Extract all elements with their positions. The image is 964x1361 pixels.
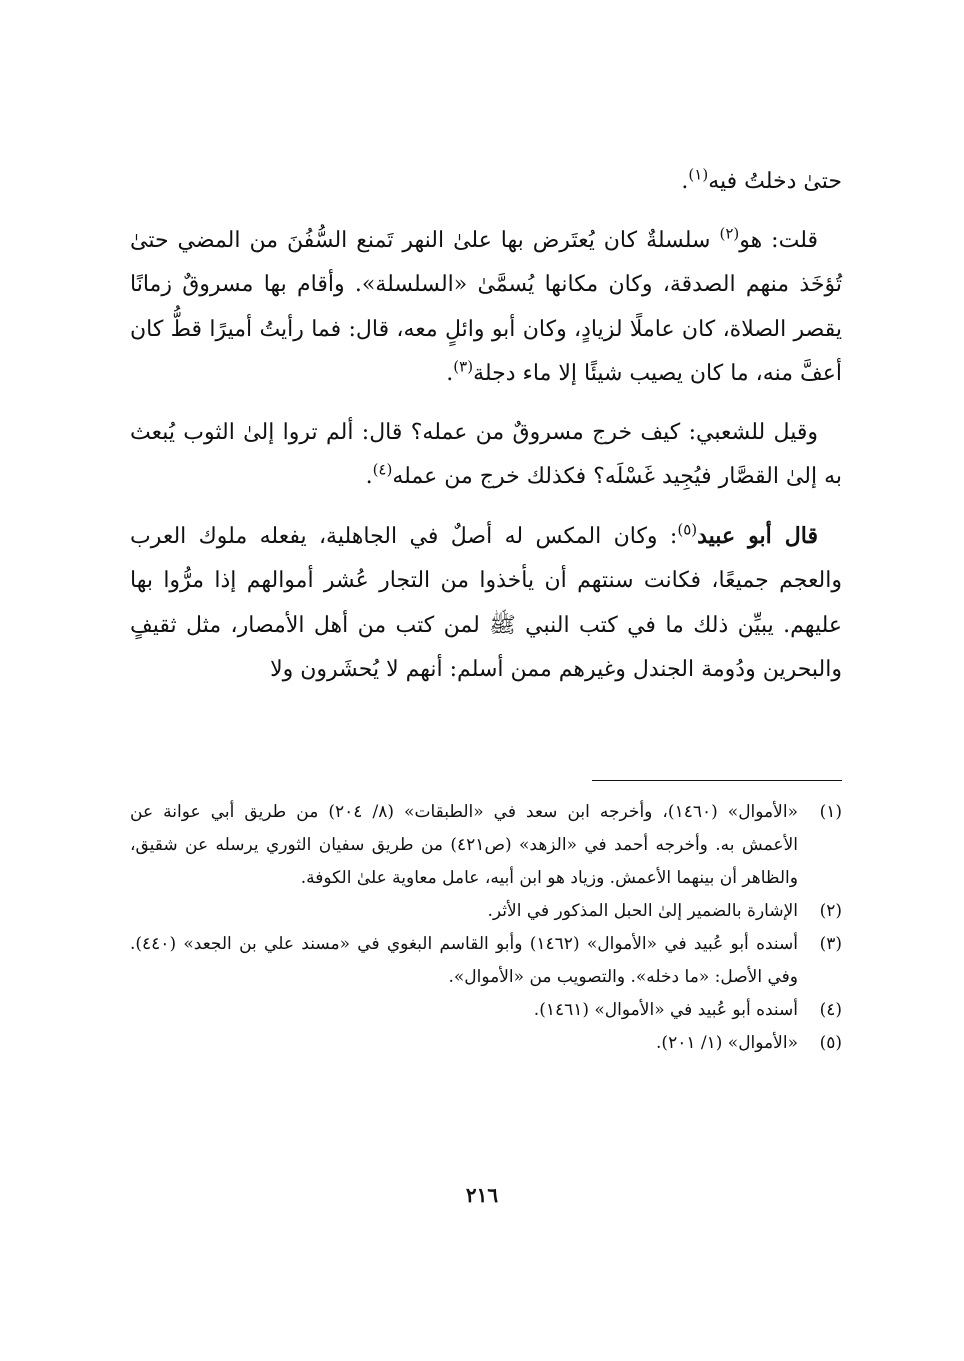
paragraph-2-end: . <box>446 361 454 386</box>
footnote-text: «الأموال» (١/ ٢٠١). <box>656 1033 798 1053</box>
footnote-3 <box>130 928 842 994</box>
footnote-number: (٢) <box>819 901 842 921</box>
footnote-ref-3[interactable]: (٣) <box>453 357 474 376</box>
paragraph-4 <box>130 514 842 693</box>
footnote-ref-5[interactable]: (٥) <box>677 520 698 539</box>
footnote-text: «الأموال» (١٤٦٠)، وأخرجه ابن سعد في «الطبقات» (٨/ ٢٠٤) من طريق أبي عوانة عن الأعمش به. وأخرجه أحمد في «الزهد» (ص٤٢١) من طريق سفيان الثوري يرسله عن شقيق، والظاهر أن بينهما الأعمش. وزياد هو ابن أبيه، عامل معاوية علىٰ الكوفة. <box>130 802 798 888</box>
paragraph-3 <box>130 411 842 500</box>
paragraph-1-end: . <box>681 169 689 194</box>
main-text <box>130 160 842 707</box>
footnote-number: (٤) <box>819 1000 842 1020</box>
paragraph-4-lead: قال أبو عبيد <box>697 522 818 549</box>
paragraph-4-text: : وكان المكس له أصلٌ في الجاهلية، يفعله ملوك العرب والعجم جميعًا، فكانت سنتهم أن يأخذوا من التجار عُشر أموالهم إذا مرُّوا بها عليهم. يبيِّن ذلك ما في كتب النبي ﷺ لمن كتب من أهل الأمصار، مثل ثقيفٍ والبحرين ودُومة الجندل وغيرهم ممن أسلم: أنهم لا يُحشَرون ولا <box>130 523 842 682</box>
paragraph-2-text: سلسلةٌ كان يُعتَرض بها علىٰ النهر تَمنع السُّفُنَ من المضي حتىٰ تُؤخَذ منهم الصدقة، وكان مكانها يُسمَّىٰ «السلسلة». وأقام بها مسروقٌ زمانًا يقصر الصلاة، كان عاملًا لزيادٍ، وكان أبو وائلٍ معه، قال: فما رأيتُ أميرًا قطُّ كان أعفَّ منه، ما كان يصيب شيئًا إلا ماء دجلة <box>130 227 842 386</box>
footnote-text: الإشارة بالضمير إلىٰ الحبل المذكور في الأثر. <box>487 901 798 921</box>
paragraph-2-start: قلت: هو <box>739 227 818 253</box>
footnote-5 <box>130 1027 842 1060</box>
footnote-ref-2[interactable]: (٢) <box>719 224 740 243</box>
paragraph-1 <box>130 160 842 205</box>
footnote-2 <box>130 895 842 928</box>
footnote-ref-1[interactable]: (١) <box>688 165 709 184</box>
footnote-number: (٣) <box>819 934 842 954</box>
footnote-text: أسنده أبو عُبيد في «الأموال» (١٤٦١). <box>533 1000 798 1020</box>
paragraph-1-text: حتىٰ دخلتُ فيه <box>708 169 842 194</box>
footnote-4 <box>130 994 842 1027</box>
page-number: ٢١٦ <box>465 1183 499 1207</box>
footnote-number: (٥) <box>819 1033 842 1053</box>
footnote-ref-4[interactable]: (٤) <box>372 460 393 479</box>
footnotes <box>130 796 842 1060</box>
footnote-separator <box>592 780 842 781</box>
paragraph-3-text: وقيل للشعبي: كيف خرج مسروقٌ من عمله؟ قال: ألم تروا إلىٰ الثوب يُبعث به إلىٰ القصَّار فيُجِيد غَسْلَه؟ فكذلك خرج من عمله <box>130 419 842 489</box>
footnote-text: أسنده أبو عُبيد في «الأموال» (١٤٦٢) وأبو القاسم البغوي في «مسند علي بن الجعد» (٤٤٠). وفي الأصل: «ما دخله». والتصويب من «الأموال». <box>130 934 799 987</box>
footnote-number: (١) <box>819 802 842 822</box>
paragraph-2 <box>130 219 842 397</box>
paragraph-3-end: . <box>365 464 373 489</box>
footnote-1 <box>130 796 842 895</box>
